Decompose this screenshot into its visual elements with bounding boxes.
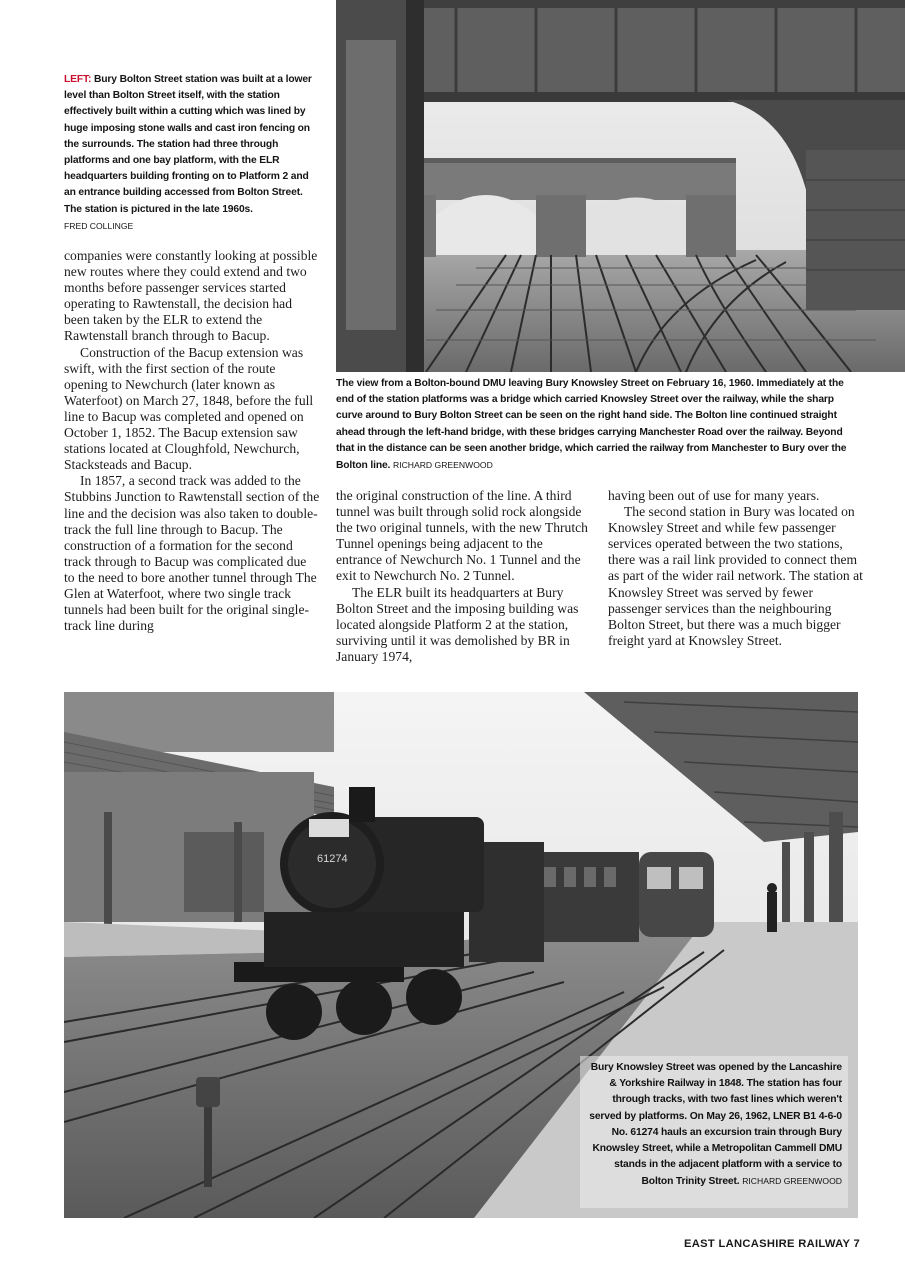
top-photo	[336, 0, 905, 372]
caption-lead: LEFT:	[64, 74, 92, 85]
paragraph: companies were constantly looking at possible new routes where they could extend and two months before passenger services started operating to Rawtenstall, the decision had been taken by the ELR to extend the Rawtenstall branch through to Bacup.	[64, 248, 318, 344]
caption-text: The view from a Bolton-bound DMU leaving Bury Knowsley Street on February 16, 1960. Immediately at the end of the station platforms was a bridge which carried Knowsley Street over the railway, while the sharp curve around to Bury Bolton Street can be seen on the right hand side. The Bolton line continued straight ahead through the left-hand bridge, with these bridges carrying Manchester Road over the railway. Beyond that in the distance can be seen another bridge, which carried the railway from Manchester to Bury over the Bolton line.	[336, 378, 847, 472]
body-column-3	[608, 488, 864, 649]
loco-number: 61274	[317, 853, 348, 865]
paragraph: the original construction of the line. A third tunnel was built through solid rock alongside the two original tunnels, with the new Thrutch Tunnel openings being adjacent to the entrance of Newchurch No. 1 Tunnel and the exit to Newchurch No. 2 Tunnel.	[336, 488, 588, 584]
photo-credit: RICHARD GREENWOOD	[392, 460, 493, 471]
paragraph: Construction of the Bacup extension was swift, with the first section of the route opening to Newchurch (later known as Waterfoot) on March 27, 1848, before the full line to Bacup was completed and opened on October 1, 1852. The Bacup extension saw stations located at Cloughfold, Newchurch, Stacksteads and Bacup.	[64, 344, 314, 473]
bridge-tracks-illustration	[336, 0, 905, 372]
body-column-1	[64, 248, 320, 634]
paragraph: The ELR built its headquarters at Bury Bolton Street and the imposing building was located alongside Platform 2 at the station, surviving until it was demolished by BR in January 1974,	[336, 584, 579, 664]
caption-text: Bury Knowsley Street was opened by the Lancashire & Yorkshire Railway in 1848. The station has four through tracks, with two fast lines which weren't served by platforms. On May 26, 1962, LNER B1 4-6-0 No. 61274 hauls an excursion train through Bury Knowsley Street, while a Metropolitan Cammell DMU stands in the adjacent platform with a service to Bolton Trinity Street.	[589, 1062, 842, 1188]
paragraph: The second station in Bury was located on Knowsley Street and while few passenger services operated between the two stations, there was a rail link provided to connect them as part of the wider rail network. The station at Knowsley Street was served by fewer passenger services than the neighbouring Bolton Street, but there was a much bigger freight yard at Knowsley Street.	[608, 504, 863, 648]
photo-credit: FRED COLLINGE	[64, 220, 134, 231]
bottom-photo-caption	[586, 1060, 842, 1191]
paragraph: In 1857, a second track was added to the Stubbins Junction to Rawtenstall section of the line and the decision was also taken to double-track the full line through to Bacup. The construction of a formation for the second track through to Bacup was complicated due to the need to bore another tunnel through The Glen at Waterfoot, where two single track tunnels had been built for the original single-track line during	[64, 473, 320, 634]
left-photo-caption	[64, 72, 316, 235]
paragraph: having been out of use for many years.	[608, 488, 820, 503]
page-footer: EAST LANCASHIRE RAILWAY 7	[684, 1238, 860, 1250]
top-photo-caption	[336, 376, 848, 474]
photo-credit: RICHARD GREENWOOD	[742, 1176, 842, 1187]
caption-text: Bury Bolton Street station was built at a lower level than Bolton Street itself, with the station effectively built within a cutting which was lined by huge imposing stone walls and cast iron fencing on the surrounds. The station had three through platforms and one bay platform, with the ELR headquarters building fronting on to Platform 2 and an entrance building accessed from Bolton Street. The station is pictured in the late 1960s.	[64, 74, 312, 215]
body-column-2	[336, 488, 592, 665]
